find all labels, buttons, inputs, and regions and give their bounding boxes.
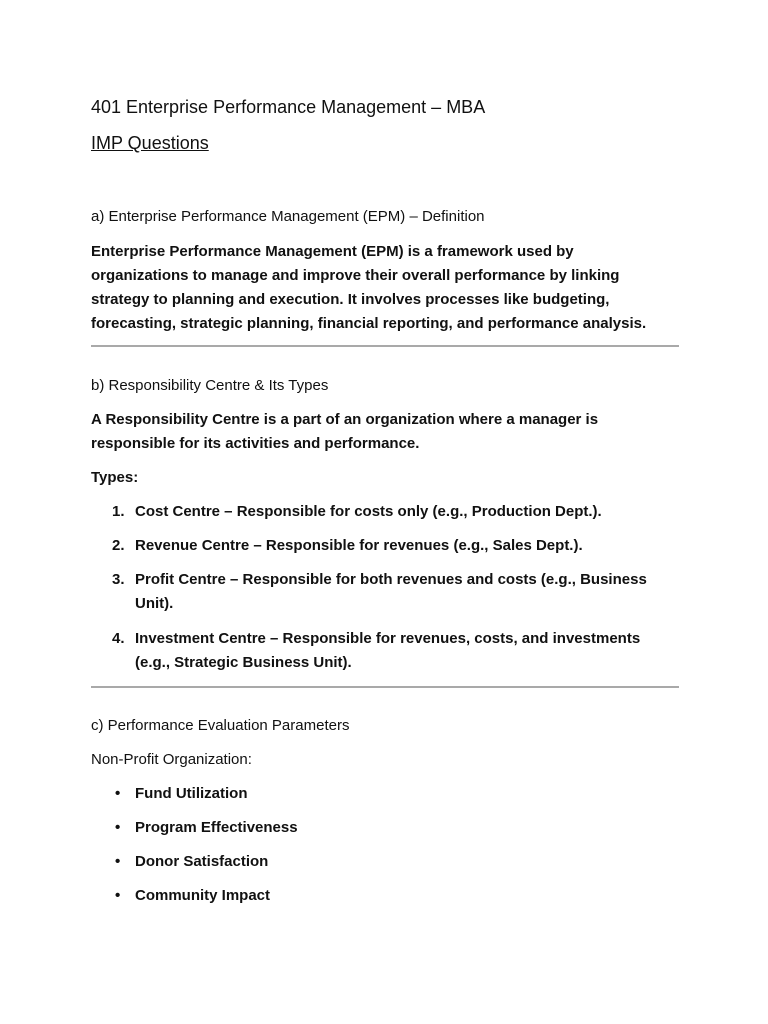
section-a-body-line: forecasting, strategic planning, financial reporting, and performance analysis. — [91, 315, 647, 332]
section-c-heading: c) Performance Evaluation Parameters — [91, 717, 350, 734]
document-subtitle: IMP Questions — [91, 133, 209, 153]
list-item-text: Unit). — [135, 595, 174, 612]
non-profit-subheading: Non-Profit Organization: — [91, 751, 252, 768]
list-number: 3. — [112, 571, 125, 588]
section-a-body-line: Enterprise Performance Management (EPM) is a framework used by — [91, 243, 574, 260]
types-label: Types: — [91, 469, 139, 486]
bullet-icon: • — [115, 853, 121, 870]
section-a-body — [91, 240, 679, 336]
bullet-icon: • — [115, 785, 121, 802]
section-b-heading: b) Responsibility Centre & Its Types — [91, 377, 329, 394]
list-item-text: Revenue Centre – Responsible for revenues (e.g., Sales Dept.). — [135, 537, 583, 554]
document-title: 401 Enterprise Performance Management – MBA — [91, 97, 486, 117]
list-number: 1. — [112, 503, 125, 520]
section-a-body-line: organizations to manage and improve their overall performance by linking — [91, 267, 620, 284]
section-b-body — [91, 408, 679, 456]
list-item-text: Profit Centre – Responsible for both revenues and costs (e.g., Business — [135, 571, 647, 588]
list-item-text: Investment Centre – Responsible for revenues, costs, and investments — [135, 630, 641, 647]
bullet-icon: • — [115, 819, 121, 836]
list-item-text: Donor Satisfaction — [135, 853, 269, 870]
list-number: 2. — [112, 537, 125, 554]
section-divider — [91, 345, 679, 347]
list-item-text: Program Effectiveness — [135, 819, 298, 836]
section-b-body-line: responsible for its activities and performance. — [91, 435, 420, 452]
section-a-body-line: strategy to planning and execution. It involves processes like budgeting, — [91, 291, 610, 308]
section-b-body-line: A Responsibility Centre is a part of an organization where a manager is — [91, 411, 599, 428]
section-divider — [91, 686, 679, 688]
list-item-text: Community Impact — [135, 887, 271, 904]
list-item-text: (e.g., Strategic Business Unit). — [135, 654, 352, 671]
list-item-text: Fund Utilization — [135, 785, 248, 802]
list-item-text: Cost Centre – Responsible for costs only (e.g., Production Dept.). — [135, 503, 602, 520]
list-number: 4. — [112, 630, 125, 647]
bullet-icon: • — [115, 887, 121, 904]
section-a-heading: a) Enterprise Performance Management (EPM) – Definition — [91, 208, 485, 225]
